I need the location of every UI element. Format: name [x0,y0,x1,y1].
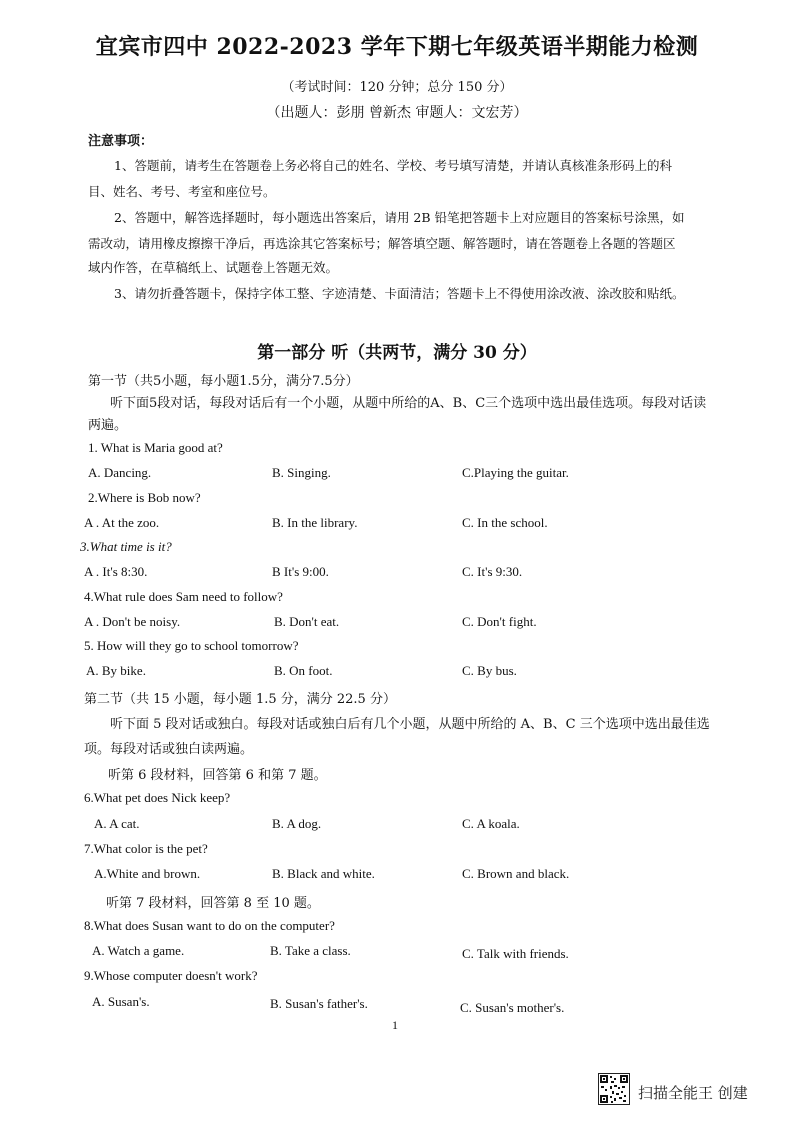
question-5-option-c: C. By bus. [462,663,517,678]
question-1-option-a: A. Dancing. [88,465,152,480]
question-1: 1. What is Maria good at? [88,440,223,455]
scanner-watermark: 扫描全能王 创建 [638,1084,748,1102]
question-8-option-b: B. Take a class. [270,943,351,958]
question-3-option-a: A . It's 8:30. [84,564,148,579]
section2-instructions-line1: 听下面 5 段对话或独白。每段对话或独白后有几个小题，从题中所给的 A、B、C 三个选项中选出最佳选 [110,717,710,732]
question-9-option-b: B. Susan's father's. [270,996,368,1011]
notice-item1-line2: 目、姓名、考号、考室和座位号。 [88,184,276,199]
section1-instructions-line1: 听下面5段对话，每段对话后有一个小题，从题中所给的A、B、C三个选项中选出最佳选项。每段对话读 [110,396,707,411]
question-8-option-c: C. Talk with friends. [462,946,569,961]
section2-heading: 第二节（共 15 小题，每小题 1.5 分，满分 22.5 分） [84,692,396,707]
question-3: 3.What time is it? [80,539,172,554]
question-9-option-c: C. Susan's mother's. [460,1000,565,1015]
question-6-option-b: B. A dog. [272,816,322,831]
question-1-option-c: C.Playing the guitar. [462,465,569,480]
notice-item1-line1: 1、答题前，请考生在答题卷上务必将自己的姓名、学校、考号填写清楚，并请认真核准条形码上的科 [114,158,672,173]
question-2: 2.Where is Bob now? [88,490,201,505]
question-4-option-a: A . Don't be noisy. [84,614,181,629]
notice-item2-line2: 需改动，请用橡皮擦擦干净后，再选涂其它答案标号；解答填空题、解答题时，请在答题卷上各题的答题区 [88,236,676,251]
question-3-option-c: C. It's 9:30. [462,564,523,579]
question-6: 6.What pet does Nick keep? [84,790,231,805]
question-5-option-a: A. By bike. [86,663,146,678]
question-2-option-b: B. In the library. [272,515,358,530]
question-4-option-b: B. Don't eat. [274,614,340,629]
question-7-option-c: C. Brown and black. [462,866,570,881]
question-8: 8.What does Susan want to do on the computer? [84,918,335,933]
question-5-option-b: B. On foot. [274,663,333,678]
question-7: 7.What color is the pet? [84,841,208,856]
exam-info: （考试时间：120 分钟；总分 150 分） [281,80,513,95]
question-7-option-b: B. Black and white. [272,866,375,881]
material-7-instruction: 听第 7 段材料，回答第 8 至 10 题。 [106,896,320,911]
question-6-option-a: A. A cat. [94,816,140,831]
question-9: 9.Whose computer doesn't work? [84,968,258,983]
part1-heading: 第一部分 听（共两节，满分 30 分） [257,343,537,363]
exam-authors: （出题人：彭朋 曾新杰 审题人：文宏芳） [266,105,528,121]
section1-heading: 第一节（共5小题，每小题1.5分，满分7.5分） [88,374,359,389]
question-2-option-a: A . At the zoo. [84,515,160,530]
question-1-option-b: B. Singing. [272,465,331,480]
page-title: 宜宾市四中 2022-2023 学年下期七年级英语半期能力检测 [95,34,699,60]
question-3-option-b: B It's 9:00. [272,564,329,579]
question-5: 5. How will they go to school tomorrow? [84,638,299,653]
notice-item2-line1: 2、答题中，解答选择题时，每小题选出答案后，请用 2B 铅笔把答题卡上对应题目的答案标号涂黑，如 [114,210,685,225]
question-7-option-a: A.White and brown. [94,866,201,881]
notice-item2-line3: 域内作答，在草稿纸上、试题卷上答题无效。 [88,260,339,275]
question-8-option-a: A. Watch a game. [92,943,185,958]
question-2-option-c: C. In the school. [462,515,548,530]
notice-item3: 3、请勿折叠答题卡，保持字体工整、字迹清楚、卡面清洁；答题卡上不得使用涂改液、涂改胶和贴纸。 [114,286,685,301]
question-4: 4.What rule does Sam need to follow? [84,589,283,604]
question-6-option-c: C. A koala. [462,816,520,831]
section2-instructions-line2: 项。每段对话或独白读两遍。 [84,742,254,757]
question-4-option-c: C. Don't fight. [462,614,537,629]
section1-instructions-line2: 两遍。 [88,418,128,433]
question-9-option-a: A. Susan's. [92,994,150,1009]
qr-code-icon [598,1073,630,1105]
page-number: 1 [392,1018,398,1032]
notice-heading: 注意事项： [88,134,154,149]
material-6-instruction: 听第 6 段材料，回答第 6 和第 7 题。 [108,768,327,783]
